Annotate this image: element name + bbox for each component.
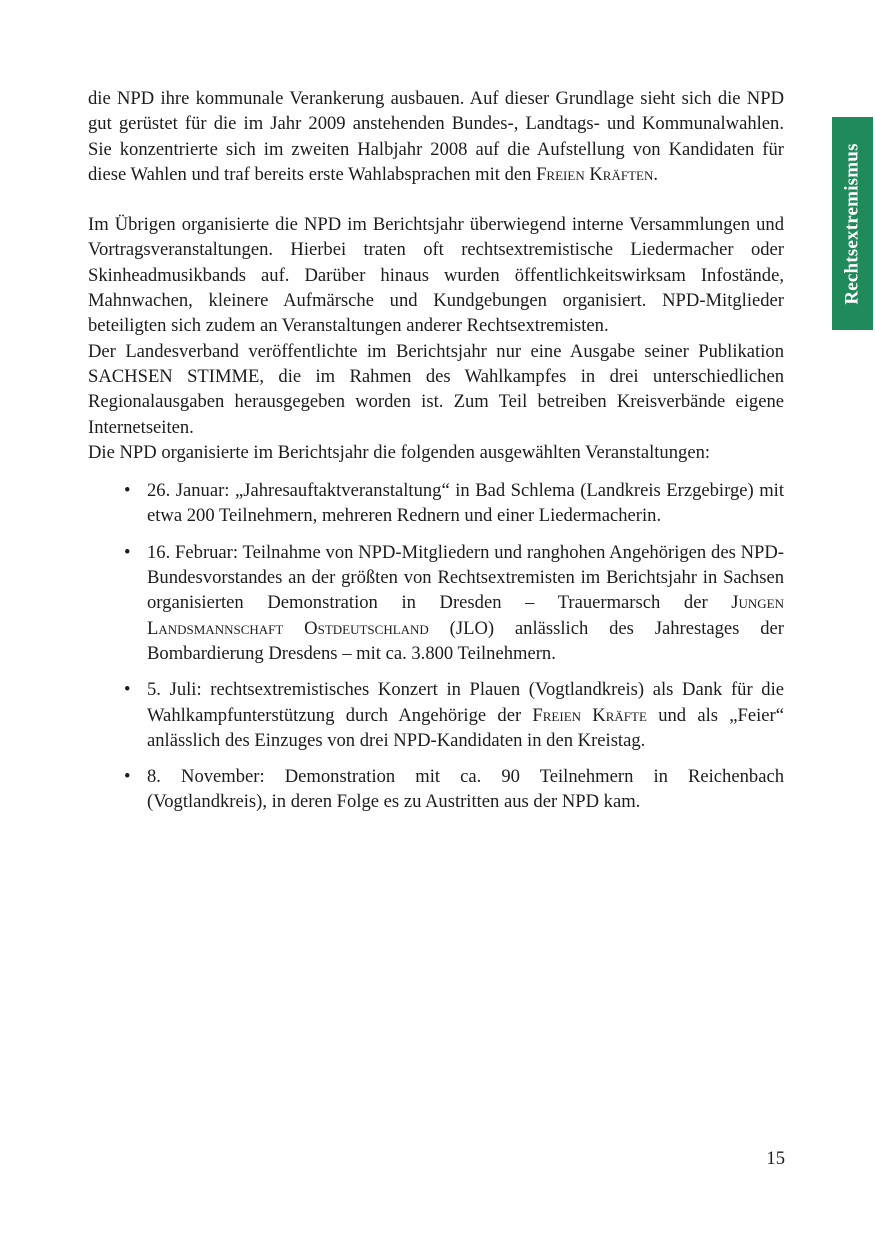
bullet-icon: • xyxy=(124,480,131,502)
bullet-icon: • xyxy=(124,541,131,563)
term-freie-kraefte: Freien Kräften xyxy=(536,163,654,185)
list-item: • 16. Februar: Teilnahme von NPD-Mitgliedern und ranghohen Angehörigen des NPD-Bundesvorstandes an der größten von Rechtsextremisten im Berichtsjahr in Sachsen organisierten Demonstration in Dresden – Trauermarsch der Jungen Landsmannschaft Ostdeutschland (JLO) anlässlich des Jahrestages der Bombardierung Dresdens – mit ca. 3.800 Teilnehmern. xyxy=(124,541,784,664)
section-tab-label: Rechtsextremismus xyxy=(841,142,863,305)
section-tab xyxy=(832,117,873,330)
events-list xyxy=(88,478,784,815)
bullet-icon: • xyxy=(124,679,131,701)
page-body xyxy=(88,86,784,826)
list-item: • 26. Januar: „Jahresauftaktveranstaltung“ in Bad Schlema (Landkreis Erzgebirge) mit etwa 200 Teilnehmern, mehreren Rednern und einer Liedermacherin. xyxy=(124,480,784,527)
bullet-icon: • xyxy=(124,766,131,788)
paragraph-npd-elections: die NPD ihre kommunale Verankerung ausbauen. Auf dieser Grundlage sieht sich die NPD gut gerüstet für die im Jahr 2009 anstehenden Bundes-, Landtags- und Kommunalwahlen. Sie konzentrierte sich im zweiten Halbjahr 2008 auf die Aufstellung von Kandidaten für diese Wahlen und traf bereits erste Wahlabsprachen mit den Freien Kräften. xyxy=(88,88,784,185)
paragraph-npd-meetings: Im Übrigen organisierte die NPD im Berichtsjahr überwiegend interne Versammlungen und Vortragsveranstaltungen. Hierbei traten oft rechtsextremistische Liedermacher oder Skinheadmusikbands auf. Darüber hinaus wurden öffentlichkeitswirksam Infostände, Mahnwachen, kleinere Aufmärsche und Kundgebungen organisiert. NPD-Mitglieder beteiligten sich zudem an Veranstaltungen anderer Rechtsextremisten. xyxy=(88,214,784,337)
page-number: 15 xyxy=(766,1148,785,1169)
list-item: • 5. Juli: rechtsextremistisches Konzert in Plauen (Vogtlandkreis) als Dank für die Wahlkampfunterstützung durch Angehörige der Freien Kräfte und als „Feier“ anlässlich des Einzuges von drei NPD-Kandidaten in den Kreistag. xyxy=(124,679,785,751)
paragraph-spacer xyxy=(88,187,784,212)
list-item: • 8. November: Demonstration mit ca. 90 Teilnehmern in Reichenbach (Vogtlandkreis), in deren Folge es zu Austritten aus der NPD kam. xyxy=(124,766,784,813)
term-jlo: Jungen Landsmannschaft Ostdeutschland xyxy=(147,592,784,639)
term-freie-kraefte: Freien Kräfte xyxy=(532,704,647,726)
paragraph-publication: Der Landesverband veröffentlichte im Berichtsjahr nur eine Ausgabe seiner Publikation SACHSEN STIMME, die im Rahmen des Wahlkampfes in drei unterschiedlichen Regionalausgaben herausgegeben worden ist. Zum Teil betreiben Kreisverbände eigene Internetseiten. xyxy=(88,340,784,438)
paragraph-events-intro: Die NPD organisierte im Berichtsjahr die folgenden ausgewählten Veranstaltungen: xyxy=(88,441,711,463)
